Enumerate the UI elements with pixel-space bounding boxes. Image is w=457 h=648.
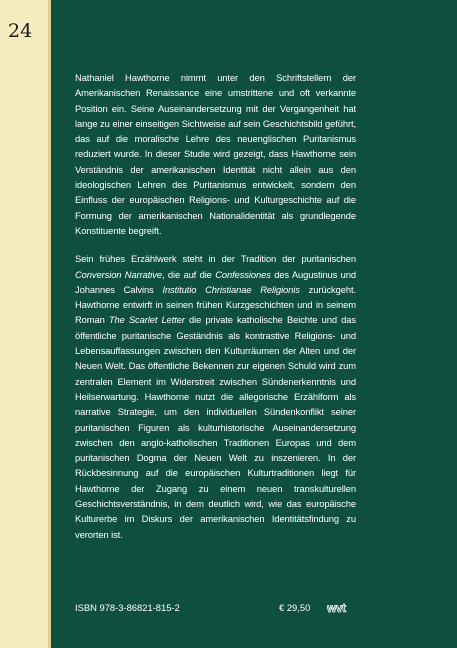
band-divider-line: [48, 0, 51, 648]
p2-italic-scarlet-letter: The Scarlet Letter: [108, 314, 185, 326]
back-cover-text: [75, 70, 356, 555]
p2-italic-conversion-narrative: Conversion Narrative: [75, 268, 162, 280]
footer: [75, 601, 357, 617]
p2-text-4: zurückgeht. Hawthorne entwirft in seinen frühen Kurzgeschichten und in seinem Roman: [75, 283, 356, 326]
price: € 29,50: [279, 602, 311, 613]
page-number: 24: [8, 20, 33, 42]
p2-text-5: die private katholische Beichte und das öffentliche puritanische Geständnis als kontrastive Religions- und Lebensauffassungen zwischen den Kulturräumen der Alten und der Neuen Welt. Das öffentliche Bekennen zur eigenen Schuld wird zum zentralen Element im Widerstreit zwischen Sündenerkenntnis und Heilserwartung. Hawthorne nutzt die allegorische Erzählform als narrative Strategie, um den individuellen Sündenkonflikt seiner puritanischen Figuren als kulturhistorische Auseinandersetzung zwischen den anglo-katholischen Traditionen Europas und dem puritanischen Dogma der Neuen Welt zu inszenieren. In der Rückbesinnung auf die europäischen Kulturtraditionen liegt für Hawthorne der Zugang zu einem neuen transkulturellen Geschichtsverständnis, in dem deutlich wird, wie das europäische Kulturerbe im Diskurs der amerikanischen Identitätsfindung zu verorten ist.: [75, 314, 356, 540]
paragraph-1: Nathaniel Hawthorne nimmt unter den Schriftstellern der Amerikanischen Renaissance eine umstrittene und oft verkannte Position ein. Seine Auseinandersetzung mit der Vergangenheit hat lange zu einer einseitigen Sichtweise auf sein Geschichtsbild geführt, das auf die moralische Lehre des neuenglischen Puritanismus reduziert wurde. In dieser Studie wird gezeigt, dass Hawthorne sein Verständnis der amerikanischen Identität nicht allein aus den ideologischen Lehren des Puritanismus entwickelt, sondern den Einfluss der europäischen Religions- und Kulturgeschichte auf die Formung der amerikanischen Nationalidentität als grundlegende Konstituente begreift.: [75, 72, 356, 236]
wvt-logo-icon: [327, 601, 357, 615]
p2-text-3: des Augustinus und Johannes Calvins: [75, 268, 356, 295]
p2-italic-confessiones: Confessiones: [215, 268, 271, 280]
isbn: ISBN 978-3-86821-815-2: [75, 602, 180, 613]
p2-text-2: , die auf die: [161, 268, 216, 280]
paragraph-2: [75, 251, 356, 542]
p2-italic-institutio: Institutio Christianae Religionis: [162, 283, 300, 295]
left-color-band: [0, 0, 48, 648]
publisher-logo: [327, 601, 357, 615]
logo-wordmark: wvt: [327, 601, 346, 615]
p2-text-1: Sein frühes Erzählwerk steht in der Tradition der puritanischen: [75, 253, 356, 265]
